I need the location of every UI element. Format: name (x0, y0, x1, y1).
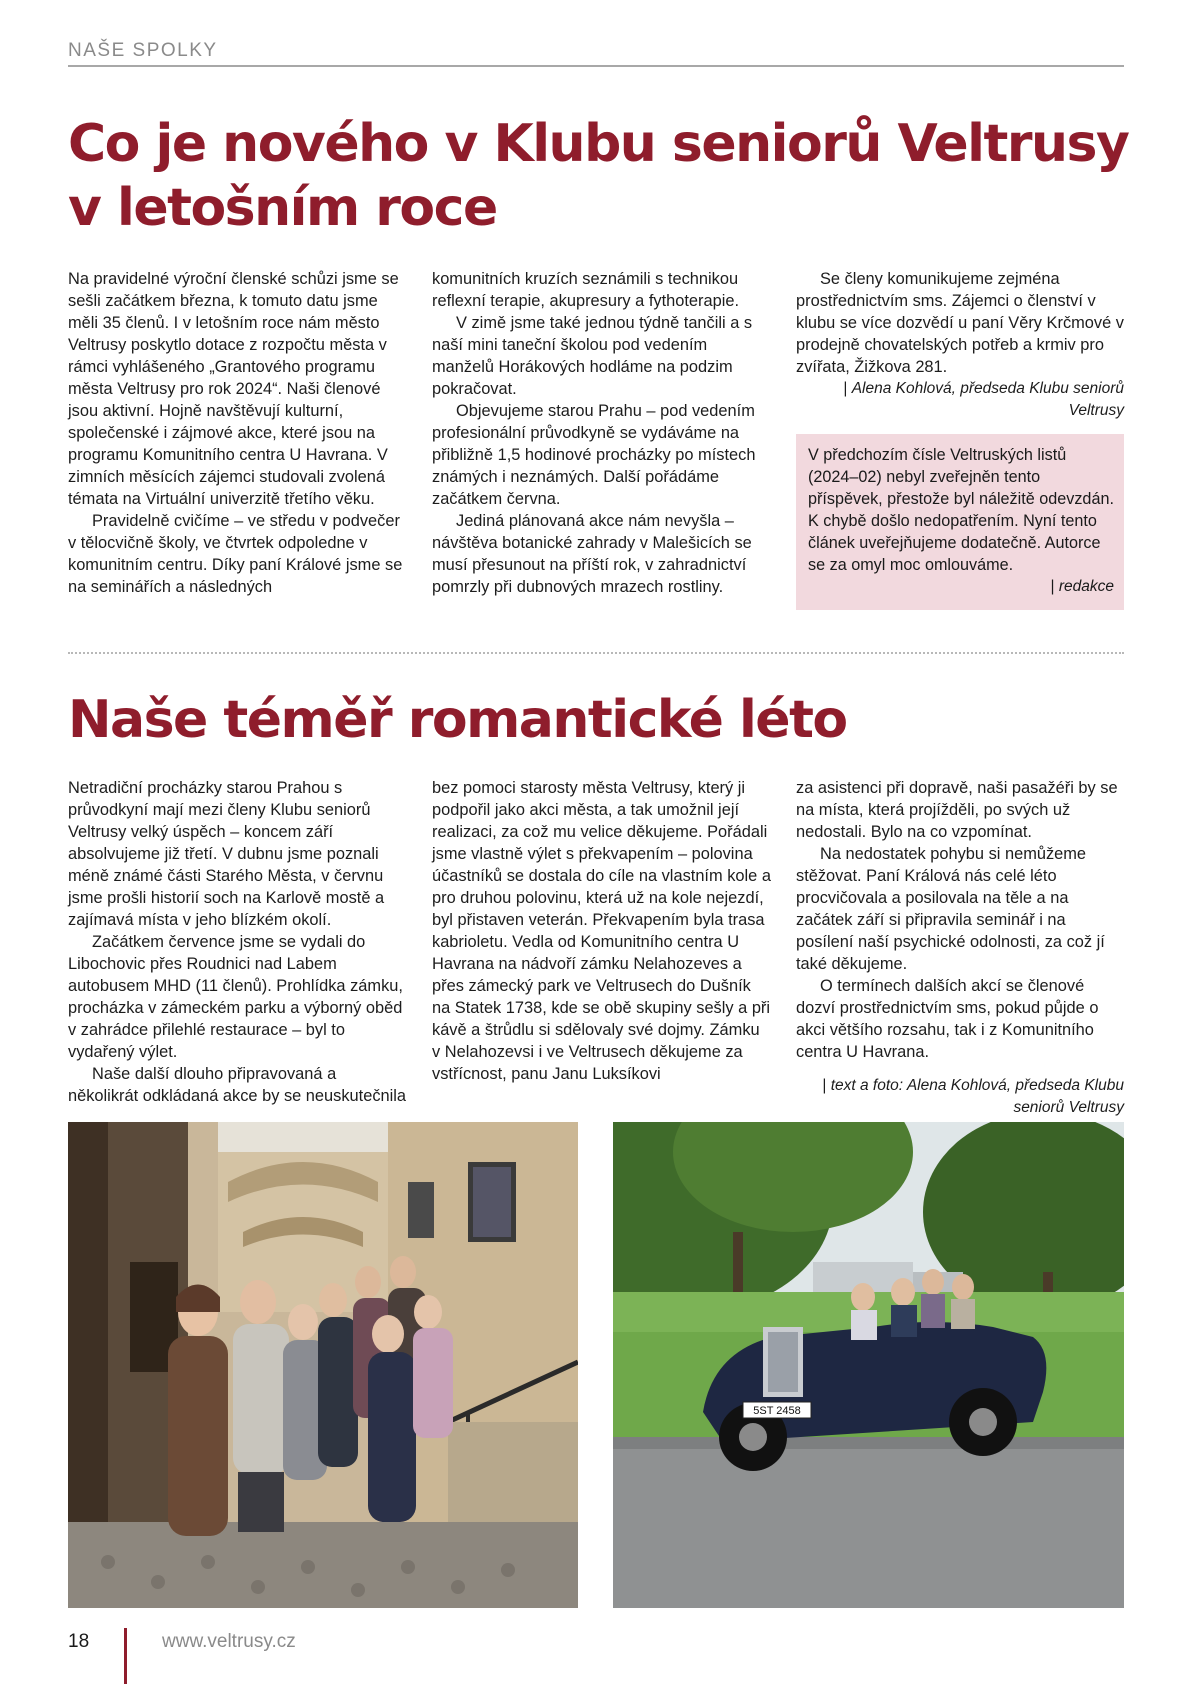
article1-title (68, 112, 1138, 240)
photo-car-illustration (613, 1122, 1124, 1608)
photo-group-prague-street (68, 1122, 578, 1608)
paragraph: komunitních kruzích seznámili s technikou reflexní terapie, akupresury a fythoterapie. (432, 270, 740, 310)
article1-column-1 (68, 268, 408, 598)
editorial-note-text: V předchozím čísle Veltruských listů (2024–02) nebyl zveřejněn tento příspěvek, přestože byl náležitě odevzdán. K chybě došlo nedopatřením. Nyní tento článek uveřejňujeme dodatečně. Autorce se za omyl moc omlouváme. (808, 446, 1114, 574)
paragraph: Se členy komunikujeme zejména prostřednictvím sms. Zájemci o členství v klubu se více dozvědí u paní Věry Krčmové v prodejně chovatelských potřeb a krmiv pro zvířata, Žižkova 281. (796, 270, 1124, 376)
paragraph: Na pravidelné výroční členské schůzi jsme se sešli začátkem března, k tomuto datu jsme měli 35 členů. I v letošním roce nám město Veltrusy poskytlo dotace z rozpočtu města v rámci vyhlášeného „Grantového programu města Veltrusy pro rok 2024“. Naši členové jsou aktivní. Hojně navštěvují kulturní, společenské i zájmové akce, které jsou na programu Komunitního centra U Havrana. V zimních měsících zájemci studovali zvolená témata na Virtuální univerzitě třetího věku. (68, 270, 399, 508)
article2-column-1 (68, 777, 408, 1107)
article2-column-3 (796, 777, 1124, 1119)
photo-vintage-convertible (613, 1122, 1124, 1608)
editorial-note-signature: | redakce (1050, 578, 1114, 595)
paragraph: Jediná plánovaná akce nám nevyšla – návštěva botanické zahrady v Malešicích se musí přesunout na příští rok, v zahradnictví pomrzly při dubnových mrazech rostliny. (432, 512, 752, 596)
editorial-note-box (796, 434, 1124, 610)
car-license-plate: 5ST 2458 (753, 1405, 801, 1417)
paragraph: Objevujeme starou Prahu – pod vedením profesionální průvodkyně se vydáváme na přibližně 1,5 hodinové procházky po místech známých i neznámých. Další pořádáme začátkem června. (432, 402, 756, 508)
article2-column-2 (432, 777, 772, 1085)
paragraph: bez pomoci starosty města Veltrusy, který ji podpořil jako akci města, a tak umožnil její realizaci, za což mu velice děkujeme. Pořádali jsme vlastně výlet s překvapením – polovina účastníků se dostala do cíle na vlastním kole a pro druhou polovinu, která už na kole nejezdí, byl přistaven veterán. Překvapením byla trasa kabrioletu. Vedla od Komunitního centra U Havrana na nádvoří zámku Nelahozeves a přes zámecký park ve Veltrusech do Dušník na Statek 1738, kde se obě skupiny sešly a při kávě a štrůdlu si sdělovaly své dojmy. Zámku v Nelahozevsi i ve Veltrusech děkujeme za vstřícnost, panu Janu Luksíkovi (432, 779, 771, 1083)
article-divider (68, 652, 1124, 654)
paragraph: V zimě jsme také jednou týdně tančili a s naší mini taneční školou pod vedením manželů Horákových hodláme na podzim pokračovat. (432, 314, 753, 398)
page-number: 18 (68, 1631, 90, 1652)
paragraph: O termínech dalších akcí se členové dozví prostřednictvím sms, pokud půjde o akci většího rozsahu, tak i z Komunitního centra U Havrana. (796, 977, 1099, 1061)
article1-title-line2: v letošním roce (68, 178, 497, 238)
footer-accent-bar (124, 1628, 127, 1684)
paragraph: za asistenci při dopravě, naši pasažéři by se na místa, která projížděli, po svých už nedostali. Bylo na co vzpomínat. (796, 779, 1118, 841)
footer-website-url: www.veltrusy.cz (162, 1631, 296, 1652)
photo-group-illustration (68, 1122, 578, 1608)
article1-title-line1: Co je nového v Klubu seniorů Veltrusy (68, 114, 1129, 174)
section-label: NAŠE SPOLKY (68, 40, 218, 61)
paragraph: Začátkem července jsme se vydali do Libochovic přes Roudnici nad Labem autobusem MHD (11 členů). Prohlídka zámku, procházka v zámeckém parku a výborný oběd v zahrádce přilehlé restaurace – byl to vydařený výlet. (68, 933, 403, 1061)
article1-column-3 (796, 268, 1124, 422)
paragraph: Pravidelně cvičíme – ve středu v podvečer v tělocvičně školy, ve čtvrtek odpoledne v komunitním centru. Díky paní Králové jsme se na seminářích a následných (68, 512, 403, 596)
paragraph: Netradiční procházky starou Prahou s průvodkyní mají mezi členy Klubu seniorů Veltrusy velký úspěch – koncem září absolvujeme již třetí. V dubnu jsme poznali méně známé části Starého Města, v červnu jsme prošli historií soch na Karlově mostě a zajímavá místa v jeho blízkém okolí. (68, 779, 385, 929)
article2-title: Naše téměř romantické léto (68, 690, 847, 750)
top-divider (68, 65, 1124, 67)
article1-signature: | Alena Kohlová, předseda Klubu seniorů Veltrusy (843, 380, 1124, 419)
paragraph: Na nedostatek pohybu si nemůžeme stěžovat. Paní Králová nás celé léto procvičovala a posilovala na těle a na začátek září si připravila seminář i na posílení naší psychické odolnosti, za což jí také děkujeme. (796, 845, 1105, 973)
article1-column-2 (432, 268, 772, 598)
paragraph: Naše další dlouho připravovaná a několikrát odkládaná akce by se neuskutečnila (68, 1065, 407, 1105)
article2-signature: | text a foto: Alena Kohlová, předseda Klubu seniorů Veltrusy (822, 1077, 1124, 1116)
